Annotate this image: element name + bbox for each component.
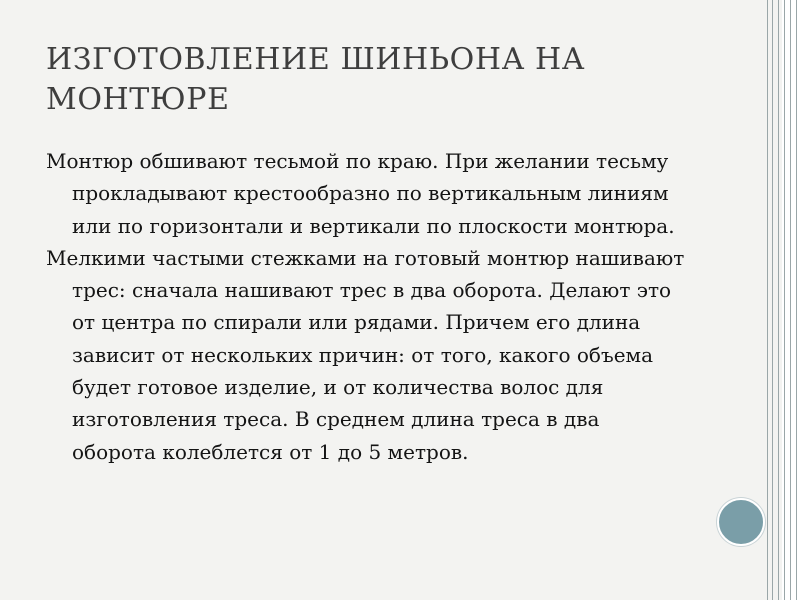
decorative-edge-line	[772, 0, 773, 600]
decorative-edge-line	[778, 0, 779, 600]
body-paragraph-1: Монтюр обшивают тесьмой по краю. При желании тесьму прокладывают крестообразно по вертикальным линиям или по горизонтали и вертикали по плоскости монтюра.	[46, 149, 675, 238]
decorative-edge-line	[796, 0, 797, 600]
decorative-circle	[717, 498, 765, 546]
decorative-edge-line	[767, 0, 768, 600]
slide-body	[46, 145, 686, 468]
slide-title: ИЗГОТОВЛЕНИЕ ШИНЬОНА НА МОНТЮРЕ	[46, 42, 586, 117]
decorative-edge-line	[784, 0, 785, 600]
decorative-edge-line	[790, 0, 791, 600]
body-paragraph-2: Мелкими частыми стежками на готовый монтюр нашивают трес: сначала нашивают трес в два оборота. Делают это от центра по спирали или рядами. Причем его длина зависит от нескольких причин: от того, какого объема будет готовое изделие, и от количества волос для изготовления треса. В среднем длина треса в два оборота колеблется от 1 до 5 метров.	[46, 245, 685, 464]
